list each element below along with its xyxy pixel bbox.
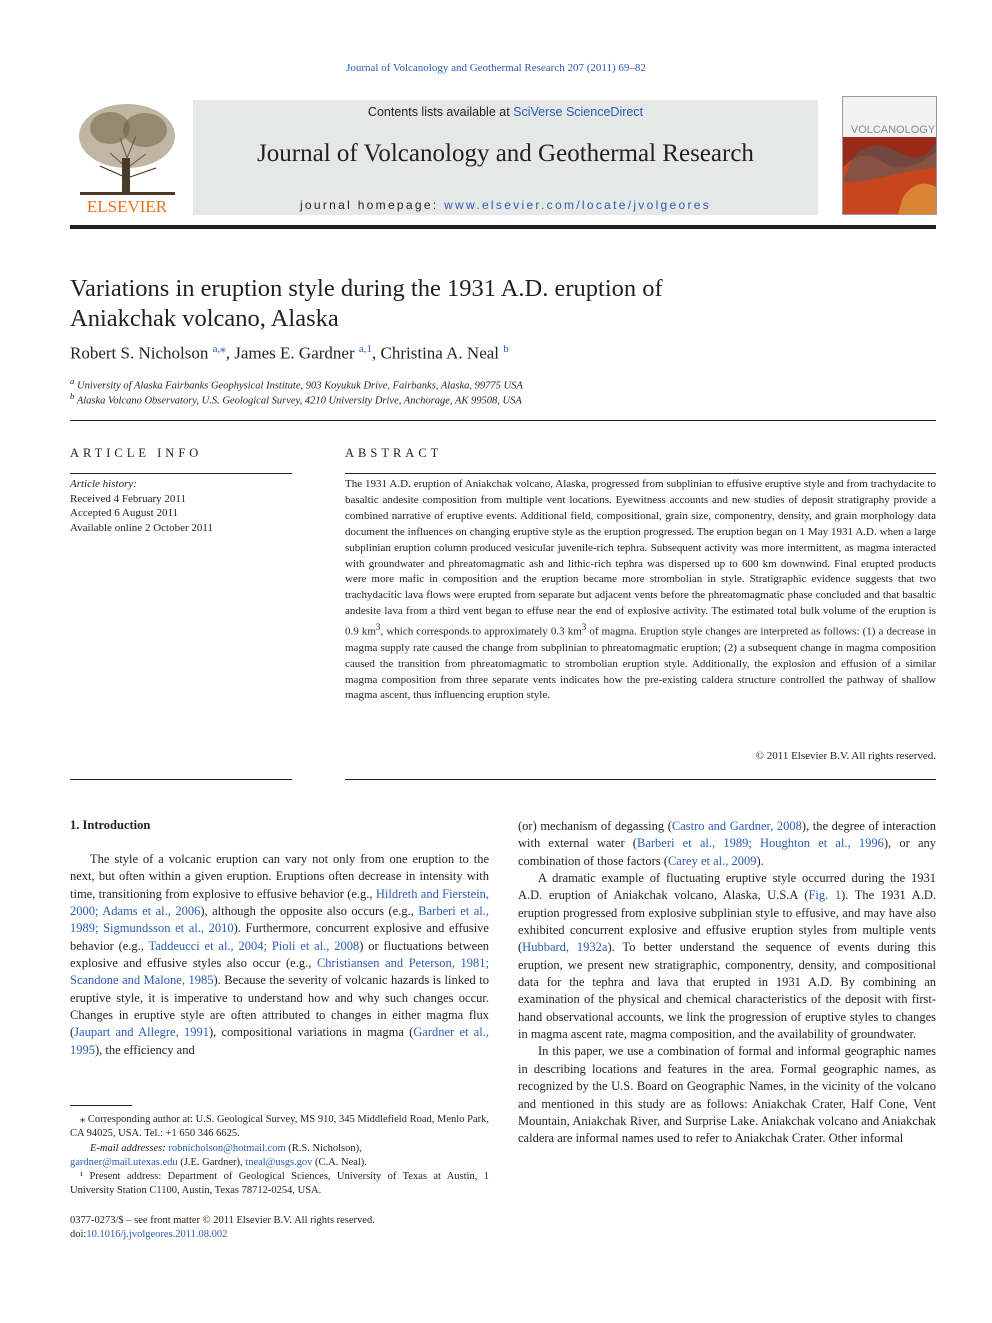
article-info-rule <box>70 473 292 474</box>
accepted-date: Accepted 6 August 2011 <box>70 507 179 520</box>
contents-prefix: Contents lists available at <box>367 105 514 119</box>
elsevier-logo <box>70 98 185 216</box>
journal-cover-image[interactable] <box>842 96 937 215</box>
email-owner: (C.A. Neal). <box>312 1156 367 1168</box>
footnote-emails <box>70 1142 489 1171</box>
citation-link[interactable]: Castro and Gardner, 2008 <box>671 819 802 833</box>
history-label: Article history: <box>70 478 137 490</box>
citation-link[interactable]: Hubbard, 1932a <box>522 940 608 955</box>
section-heading-introduction: 1. Introduction <box>70 818 151 832</box>
text-run: ). Furthermore, concurrent explosive and effusive behavior (e.g., <box>70 921 489 953</box>
doi-line <box>70 1228 375 1242</box>
superscript: 3 <box>375 622 381 633</box>
article-info-rule-bottom <box>70 779 292 780</box>
author-affiliation-mark[interactable]: a,1 <box>358 343 373 355</box>
author-name: Robert S. Nicholson <box>70 343 209 363</box>
journal-homepage <box>193 198 818 212</box>
superscript: 3 <box>581 622 587 633</box>
text-run: ), or any combination of those factors ( <box>518 836 937 868</box>
abstract-rule-bottom <box>345 779 936 780</box>
text-run: ), compositional variations in magma ( <box>208 1025 414 1040</box>
cover-picture <box>843 97 936 214</box>
citation-link[interactable]: Jaupart and Allegre, 1991 <box>74 1025 209 1040</box>
text-run: (or) mechanism of degassing ( <box>518 819 672 833</box>
text-run: ). Because the severity of volcanic hazards is linked to eruptive style, it is imperative to understand how and why such changes occur. Changes in eruptive style are often attributed to changes in either magma flux ( <box>70 973 489 1040</box>
author-name: Christina A. Neal <box>380 343 500 363</box>
issn-line: 0377-0273/$ – see front matter © 2011 Elsevier B.V. All rights reserved. <box>70 1215 375 1226</box>
body-column-right <box>518 818 936 1148</box>
affiliation-text: University of Alaska Fairbanks Geophysical Institute, 903 Koyukuk Drive, Fairbanks, Alaska, 99775 USA <box>77 380 523 392</box>
doi-link[interactable]: 10.1016/j.jvolgeores.2011.08.002 <box>86 1229 228 1241</box>
citation-link[interactable]: Fig. 1 <box>808 888 842 903</box>
text-run: ). <box>756 853 764 868</box>
text-run: A dramatic example of fluctuating eruptive style occurred during the 1931 A.D. eruption of Aniakchak volcano, Alaska, U.S.A ( <box>518 871 936 903</box>
received-date: Received 4 February 2011 <box>70 492 186 505</box>
citation-link[interactable]: Barberi et al., 1989; Sigmundsson et al., 2010 <box>70 904 489 936</box>
article-title: Variations in eruption style during the 1931 A.D. eruption of Aniakchak volcano, Alaska <box>70 275 663 332</box>
email-owner: (R.S. Nicholson), <box>285 1142 362 1154</box>
abstract-part: , which corresponds to approximately 0.3 km <box>380 625 582 638</box>
journal-title: Journal of Volcanology and Geothermal Research <box>257 140 754 167</box>
citation-link[interactable]: Christiansen and Peterson, 1981; Scandone and Malone, 1985 <box>70 956 489 988</box>
header-rule <box>70 225 936 229</box>
email-label: E-mail addresses: <box>90 1142 166 1154</box>
abstract-rule <box>345 473 936 474</box>
text-run: ), although the opposite also occurs (e.g., <box>200 904 419 919</box>
abstract-part: of magma. Eruption style changes are interpreted as follows: (1) a decrease in magma supply rate caused the change from subplinian to phreatomagmatic eruption; (2) a subsequent change in magma composition caused the transition from phreatomagmatic to strombolian eruption style. Additionally, the explosion and effusion of a similar magma composition from three separate vents indicates how the pre-existing caldera structure controlled the pathway of shallow magma ascent, thus influencing eruption style. <box>345 625 936 702</box>
online-date: Available online 2 October 2011 <box>70 522 213 535</box>
body-column-left <box>70 851 489 1059</box>
text-run: In this paper, we use a combination of formal and informal geographic names in describing locations and features in the area. Formal geographic names, as recognized by the U.S. Board on Geographic Names, in the vicinity of the volcano and mentioned in this study are as follows: Aniakchak Crater, Half Cone, Vent Mountain, Aniakchak River, and Surprise Lake. Aniakchak volcano and Aniakchak caldera are informal names used to refer to Aniakchak Crater. Other informal <box>518 1044 936 1146</box>
sciencedirect-link[interactable]: SciVerse ScienceDirect <box>513 105 644 119</box>
text-run: ). To better understand the sequence of events during this eruption, we present new stratigraphic, componentry, density, and compositional data for the tephra and lava that erupted in 1931 A.D. By combining an examination of the physical and chemical characteristics of the deposit with first-hand observational accounts, we link the progression of eruptive styles to changes in magma ascent rate, magma composition, and the availability of groundwater. <box>518 940 936 1042</box>
abstract-part: The 1931 A.D. eruption of Aniakchak volcano, Alaska, progressed from subplinian to effusive eruptive style and from trachydacite to basaltic andesite composition from multiple vent locations. Eyewitness accounts and new studies of deposit stratigraphy provide a combined narrative of eruptive events. Additional field, compositional, grain size, componentry, density, and grain morphology data document the influences on changing eruptive style as the eruption progressed. The eruption began on 1 May 1931 A.D. when a large subplinian eruption column produced vesicular juvenile-rich tephra. Subsequent activity was more intermittent, as magma interacted with groundwater and phreatomagmatic ash and lithic-rich tephra was dispersed up to 600 km downwind. Final erupted products were more mafic in composition and the eruption became more strombolian in style. Stratigraphic evidence suggests that two trachydacitic lava flows were erupted from separate but adjacent vents before the phreatomagmatic phase concluded and that basaltic andesite lava from a third vent began to effuse near the end of explosive activity. The estimated total bulk volume of the eruption is 0.9 km <box>345 478 936 638</box>
journal-reference[interactable]: Journal of Volcanology and Geothermal Research 207 (2011) 69–82 <box>346 62 646 74</box>
citation-link[interactable]: Carey et al., 2009 <box>667 853 757 868</box>
citation-link[interactable]: Gardner et al., 1995 <box>70 1025 489 1057</box>
cover-title: VOLCANOLOGY <box>850 124 936 136</box>
footnotes <box>70 1113 489 1199</box>
citation-link[interactable]: Barberi et al., 1989; Houghton et al., 1996 <box>636 836 884 851</box>
homepage-prefix: journal homepage: <box>299 198 445 212</box>
email-owner: (J.E. Gardner), <box>177 1156 246 1168</box>
paragraph <box>518 818 936 870</box>
affiliation <box>70 391 522 407</box>
title-rule <box>70 420 936 421</box>
abstract-text <box>345 477 936 704</box>
paragraph <box>518 1043 936 1147</box>
paragraph <box>518 870 936 1043</box>
email-link[interactable]: gardner@mail.utexas.edu <box>70 1156 178 1168</box>
author-affiliation-mark[interactable]: b <box>503 343 509 355</box>
abstract-heading: ABSTRACT <box>345 446 443 460</box>
text-run: ). The 1931 A.D. eruption progressed from explosive subplinian style to effusive, and may have also exhibited concurrent explosive and effusive eruption styles from multiple vents ( <box>518 888 936 955</box>
footnote-corresponding: ⁎ Corresponding author at: U.S. Geological Survey, MS 910, 345 Middlefield Road, Menlo Park, CA 94025, USA. Tel.: +1 650 346 6625. <box>70 1114 489 1140</box>
affiliation <box>70 376 523 392</box>
text-run: ), the efficiency and <box>95 1042 195 1057</box>
elsevier-wordmark: ELSEVIER <box>86 197 168 216</box>
copyright-notice: © 2011 Elsevier B.V. All rights reserved. <box>755 750 936 762</box>
email-link[interactable]: tneal@usgs.gov <box>245 1156 313 1168</box>
contents-line <box>193 105 818 119</box>
text-run: ) or fluctuations between explosive and effusive styles also occur (e.g., <box>70 938 490 971</box>
email-link[interactable]: robnicholson@hotmail.com <box>168 1142 286 1154</box>
affiliation-mark: a <box>70 376 75 386</box>
homepage-link[interactable]: www.elsevier.com/locate/jvolgeores <box>444 198 712 212</box>
citation-link[interactable]: Hildreth and Fierstein, 2000; Adams et al., 2006 <box>70 886 490 919</box>
author-name: James E. Gardner <box>234 343 355 363</box>
issn-block <box>70 1214 375 1243</box>
text-run: ), the degree of interaction with external water ( <box>518 819 936 851</box>
text-run: The style of a volcanic eruption can vary not only from one eruption to the next, but often within a given eruption. Eruptions often decrease in intensity with time, transitioning from explosive to effusive behavior (e.g., <box>70 852 489 901</box>
footnote-present-address: ¹ Present address: Department of Geological Sciences, University of Texas at Austin, 1 University Station C1100, Austin, Texas 78712-0254, USA. <box>70 1171 489 1197</box>
paragraph <box>70 851 489 1059</box>
doi-label: doi: <box>70 1229 87 1241</box>
elsevier-tree-icon <box>70 98 185 216</box>
author-affiliation-mark[interactable]: a,⁎ <box>212 343 226 355</box>
author-list: Robert S. Nicholson $^{a,⁎}$, James E. Gardner $^{a,1}$, Christina A. Neal $^b$ <box>70 343 509 363</box>
affiliation-mark: b <box>70 391 75 401</box>
footnote-rule <box>70 1105 132 1106</box>
citation-link[interactable]: Taddeucci et al., 2004; Pioli et al., 2008 <box>148 938 360 953</box>
affiliation-text: Alaska Volcano Observatory, U.S. Geological Survey, 4210 University Drive, Anchorage, AK 99508, USA <box>76 395 522 407</box>
article-info-heading: ARTICLE INFO <box>70 446 203 460</box>
article-history <box>70 477 292 536</box>
